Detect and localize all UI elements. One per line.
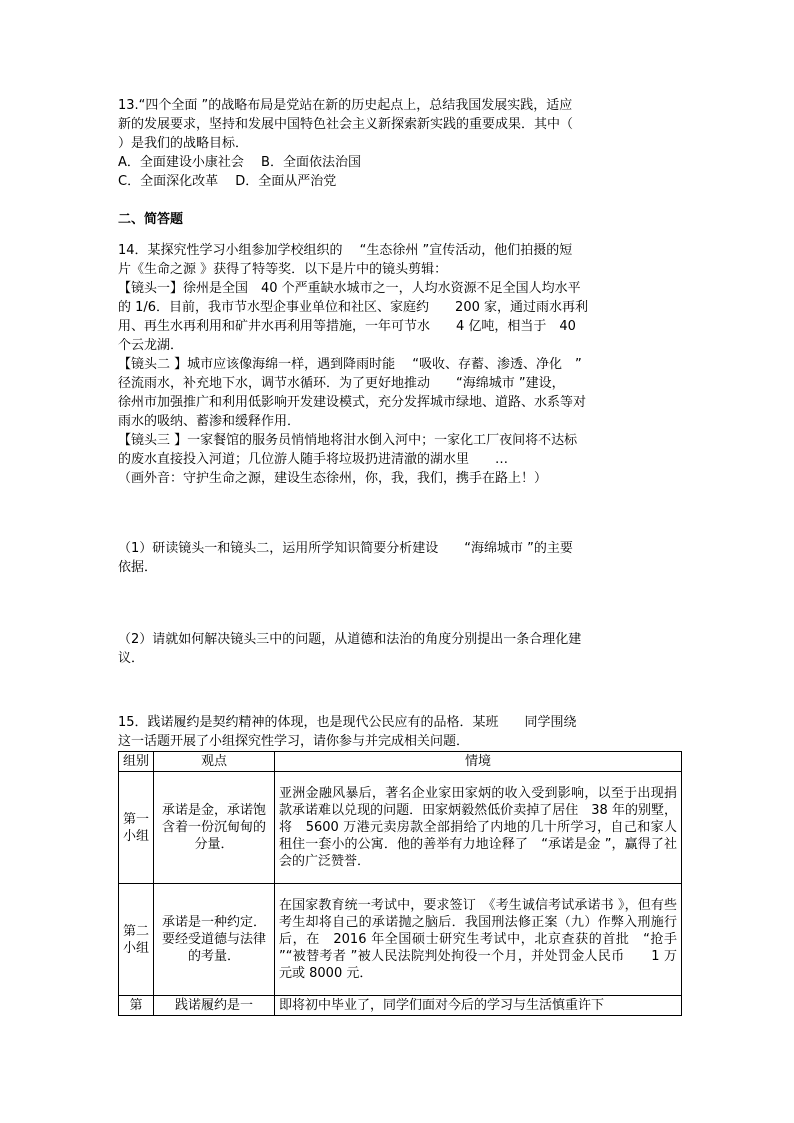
q14-line-5: 用、再生水再利用和矿井水再利用等措施，一年可节水 4 亿吨，相当于 40 (118, 319, 576, 334)
q14-line-13: （画外音：守护生命之源，建设生态徐州，你，我，我们，携手在路上！） (118, 471, 548, 486)
row-group: 第一小组 (119, 772, 154, 884)
q14-sub2-line-1: （2）请就如何解决镜头三中的问题，从道德和法治的角度分别提出一条合理化建 (118, 632, 582, 647)
q14-line-7: 【镜头二 】城市应该像海绵一样，遇到降雨时能 “吸收、存蓄、渗透、净化 ” (118, 357, 582, 372)
q14-line-8: 径流雨水，补充地下水，调节水循环．为了更好地推动 “海绵城市 ”建设， (118, 376, 565, 391)
q14-line-4: 的 1/6．目前，我市节水型企事业单位和社区、家庭约 200 家，通过雨水再利 (118, 300, 588, 315)
q13-line-3: ）是我们的战略目标． (118, 136, 249, 151)
table-row (119, 996, 682, 1016)
row-context: 在国家教育统一考试中，要求签订 《考生诚信考试承诺书 》，但有些考生却将自己的承诺抛之脑后．我国刑法修正案（九）作弊入刑施行后，在 2016 年全国硕士研究生考试中，北京查获的首批 “抢手 ”“被替考者 ”被人民法院判处拘役一个月，并处罚金人民币 1 万元或 8000 元． (275, 884, 682, 996)
q13-line-1: 13.“四个全面 ”的战略布局是党站在新的历史起点上，总结我国发展实践，适应 (118, 98, 573, 113)
section-title: 二、简答题 (118, 212, 184, 227)
q14-line-2: 片《生命之源 》获得了特等奖．以下是片中的镜头剪辑： (118, 262, 448, 277)
q15-table (118, 751, 682, 1016)
q14-line-11: 【镜头三 】一家餐馆的服务员悄悄地将泔水倒入河中；一家化工厂夜间将不达标 (118, 433, 578, 448)
q14-line-9: 徐州市加强推广和利用低影响开发建设模式，充分发挥城市绿地、道路、水系等对 (118, 395, 587, 410)
header-context: 情境 (275, 752, 682, 772)
row-view: 承诺是金，承诺饱含着一份沉甸甸的分量． (154, 772, 275, 884)
header-view: 观点 (154, 752, 275, 772)
q13-option-cd: C．全面深化改革 D．全面从严治党 (118, 174, 337, 189)
row-view: 承诺是一种约定．要经受道德与法律的考量． (154, 884, 275, 996)
q14-line-12: 的废水直接投入河道；几位游人随手将垃圾扔进清澈的湖水里 … (118, 452, 509, 467)
q14-line-6: 个云龙湖． (118, 338, 184, 353)
header-group: 组别 (119, 752, 154, 772)
q14-line-3: 【镜头一】徐州是全国 40 个严重缺水城市之一，人均水资源不足全国人均水平 (118, 281, 581, 296)
table-row (119, 884, 682, 996)
table-row (119, 772, 682, 884)
q13-option-ab: A．全面建设小康社会 B．全面依法治国 (118, 155, 361, 170)
q14-sub1-line-2: 依据． (118, 560, 158, 575)
table-header-row (119, 752, 682, 772)
q14-sub2-line-2: 议． (118, 651, 145, 666)
row-group: 第 (119, 996, 154, 1016)
row-group: 第二小组 (119, 884, 154, 996)
q14-line-1: 14．某探究性学习小组参加学校组织的 “生态徐州 ”宣传活动，他们拍摄的短 (118, 243, 573, 258)
row-view: 践诺履约是一 (154, 996, 275, 1016)
q14-line-10: 雨水的吸纳、蓄渗和缓释作用． (118, 414, 301, 429)
q15-intro-line-1: 15．践诺履约是契约精神的体现，也是现代公民应有的品格．某班 同学围绕 (118, 715, 577, 730)
q15-intro-line-2: 这一话题开展了小组探究性学习，请你参与并完成相关问题． (118, 734, 470, 749)
q14-sub1-line-1: （1）研读镜头一和镜头二，运用所学知识简要分析建设 “海绵城市 ”的主要 (118, 541, 573, 556)
row-context: 即将初中毕业了，同学们面对今后的学习与生活慎重许下 (275, 996, 682, 1016)
row-context: 亚洲金融风暴后，著名企业家田家炳的收入受到影响，以至于出现捐款承诺难以兑现的问题．田家炳毅然低价卖掉了居住 38 年的别墅，将 5600 万港元卖房款全部捐给了内地的几十所学习，自己和家人租住一套小的公寓．他的善举有力地诠释了 “承诺是金 ”，赢得了社会的广泛赞誉． (275, 772, 682, 884)
q13-line-2: 新的发展要求，坚持和发展中国特色社会主义新探索新实践的重要成果．其中（ (118, 117, 574, 132)
